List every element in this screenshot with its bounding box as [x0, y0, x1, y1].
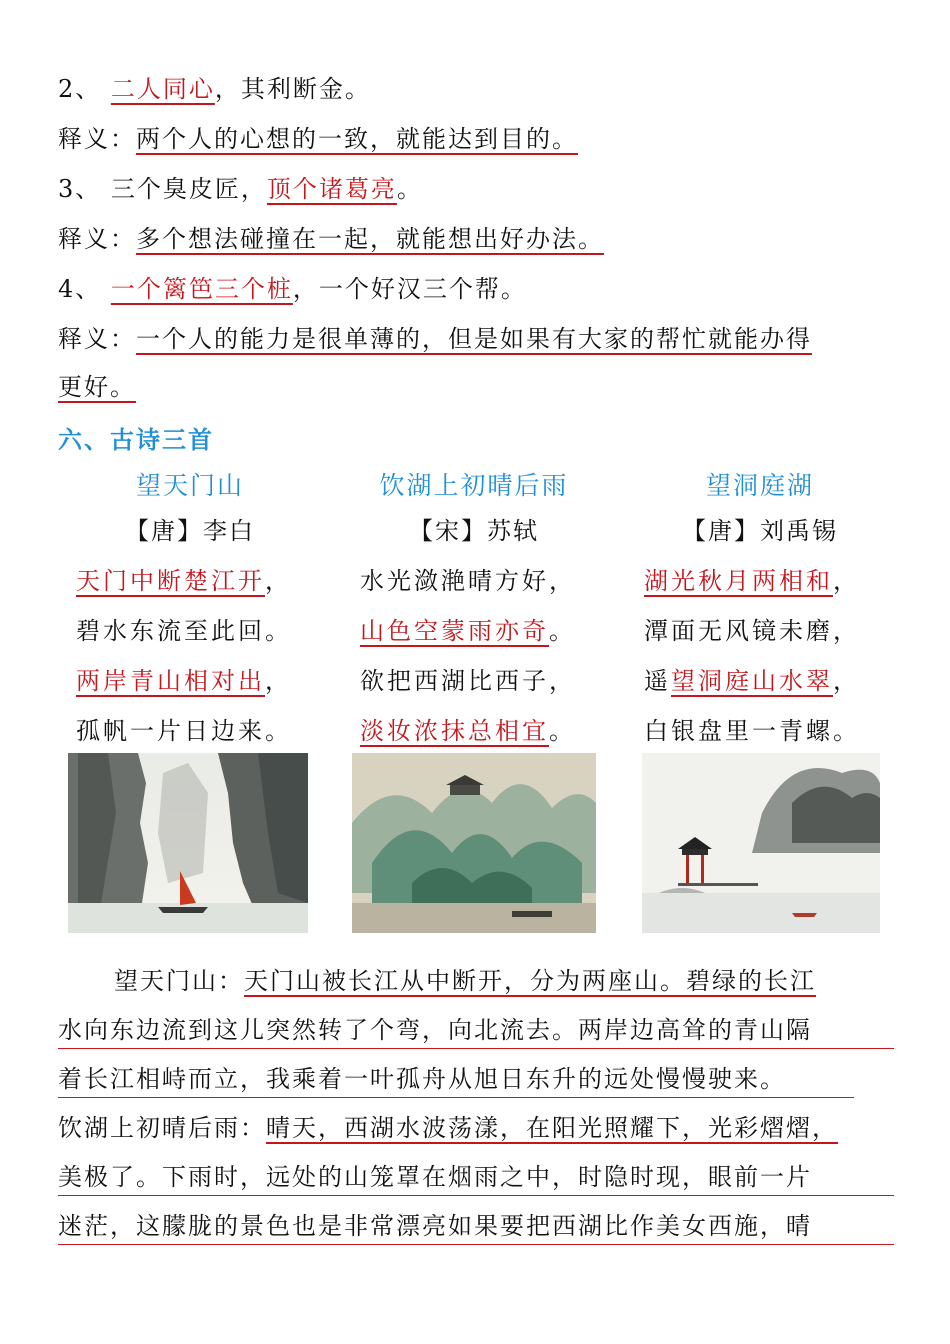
poem-answer: 湖光秋月两相和 — [644, 567, 833, 595]
explanation-text: 迷茫，这朦胧的景色也是非常漂亮如果要把西湖比作美女西施，晴 — [58, 1212, 812, 1240]
poem-line — [40, 656, 340, 706]
poem-line — [40, 556, 340, 606]
poem-author: 【宋】苏轼 — [409, 517, 539, 545]
explanation-tianmenshan — [58, 957, 894, 1104]
poem-answer: 山色空蒙雨亦奇 — [360, 617, 549, 645]
meaning-text: 一个人的能力是很单薄的，但是如果有大家的帮忙就能办得 — [136, 325, 812, 353]
idiom-rest: ，其利断金。 — [214, 75, 371, 103]
idiom-4-line — [58, 272, 527, 306]
explanation-text: 天门山被长江从中断开，分为两座山。碧绿的长江 — [244, 967, 816, 995]
meaning-text-cont: 更好。 — [58, 373, 136, 401]
explanation-text: 着长江相峙而立，我乘着一叶孤舟从旭日东升的远处慢慢驶来。 — [58, 1065, 786, 1093]
poem-line: 白银盘里一青螺。 — [644, 717, 860, 745]
explanation-label: 饮湖上初晴后雨： — [58, 1114, 266, 1142]
explanation-line — [58, 957, 894, 1006]
idiom-4-meaning-cont — [58, 370, 136, 404]
poem-answer: 两岸青山相对出 — [76, 667, 265, 695]
poem-line — [324, 606, 624, 656]
punct: ， — [833, 667, 860, 695]
explanation-text: 水向东边流到这儿突然转了个弯，向北流去。两岸边高耸的青山隔 — [58, 1016, 812, 1044]
explanation-line — [58, 1153, 894, 1202]
poem-answer: 望洞庭山水翠 — [671, 667, 833, 695]
meaning-label: 释义： — [58, 325, 136, 353]
punct: ， — [265, 667, 292, 695]
poem-line — [610, 556, 910, 606]
idiom-2-meaning — [58, 122, 578, 156]
west-lake-painting — [352, 753, 596, 933]
idiom-4-meaning — [58, 322, 812, 356]
punct: 。 — [549, 717, 576, 745]
explanation-line — [58, 1055, 894, 1104]
punct: 。 — [549, 617, 576, 645]
idiom-number: 4、 — [58, 275, 102, 303]
poem-author: 【唐】李白 — [125, 517, 255, 545]
tianmen-mountain-painting — [68, 753, 308, 933]
meaning-text: 两个人的心想的一致，就能达到目的。 — [136, 125, 578, 153]
poem-wangtianmenshan — [40, 466, 340, 756]
explanation-line — [58, 1104, 894, 1153]
poem-line — [610, 656, 910, 706]
poem-title: 望天门山 — [135, 471, 244, 500]
poem-yinhushang — [324, 466, 624, 756]
poem-line — [324, 706, 624, 756]
idiom-answer: 顶个诸葛亮 — [266, 175, 397, 203]
meaning-label: 释义： — [58, 225, 136, 253]
idiom-rest: ，一个好汉三个帮。 — [292, 275, 527, 303]
idiom-answer: 一个篱笆三个桩 — [110, 275, 293, 303]
dongting-lake-painting — [642, 753, 880, 933]
meaning-text: 多个想法碰撞在一起，就能想出好办法。 — [136, 225, 604, 253]
explanation-line — [58, 1006, 894, 1055]
poem-answer: 淡妆浓抹总相宜 — [360, 717, 549, 745]
idiom-2-line — [58, 72, 371, 106]
meaning-label: 释义： — [58, 125, 136, 153]
poem-line: 孤帆一片日边来。 — [76, 717, 292, 745]
punct: ， — [265, 567, 292, 595]
poem-wangdongtinghu — [610, 466, 910, 756]
explanation-label: 望天门山： — [114, 967, 244, 995]
explanation-line — [58, 1202, 894, 1251]
idiom-3-meaning — [58, 222, 604, 256]
idiom-number: 2、 — [58, 75, 102, 103]
explanation-text: 美极了。下雨时，远处的山笼罩在烟雨之中，时隐时现，眼前一片 — [58, 1163, 812, 1191]
explanation-text: 晴天，西湖水波荡漾，在阳光照耀下，光彩熠熠， — [266, 1114, 838, 1142]
idiom-3-line — [58, 172, 423, 206]
explanation-yinhushang — [58, 1104, 894, 1251]
punct: ， — [833, 567, 860, 595]
section-title: 六、古诗三首 — [58, 426, 214, 454]
idiom-number: 3、 — [58, 175, 102, 203]
poem-line: 潭面无风镜未磨， — [644, 617, 860, 645]
poem-line: 欲把西湖比西子， — [360, 667, 576, 695]
poem-author: 【唐】刘禹锡 — [682, 517, 838, 545]
poem-line: 碧水东流至此回。 — [76, 617, 292, 645]
poem-text: 遥 — [644, 667, 671, 695]
idiom-answer: 二人同心 — [110, 75, 215, 103]
idiom-rest: 。 — [396, 175, 423, 203]
poem-line: 水光潋滟晴方好， — [360, 567, 576, 595]
poem-title: 饮湖上初晴后雨 — [379, 471, 569, 500]
idiom-prefix: 三个臭皮匠， — [110, 175, 267, 203]
poem-answer: 天门中断楚江开 — [76, 567, 265, 595]
poem-title: 望洞庭湖 — [705, 471, 814, 500]
